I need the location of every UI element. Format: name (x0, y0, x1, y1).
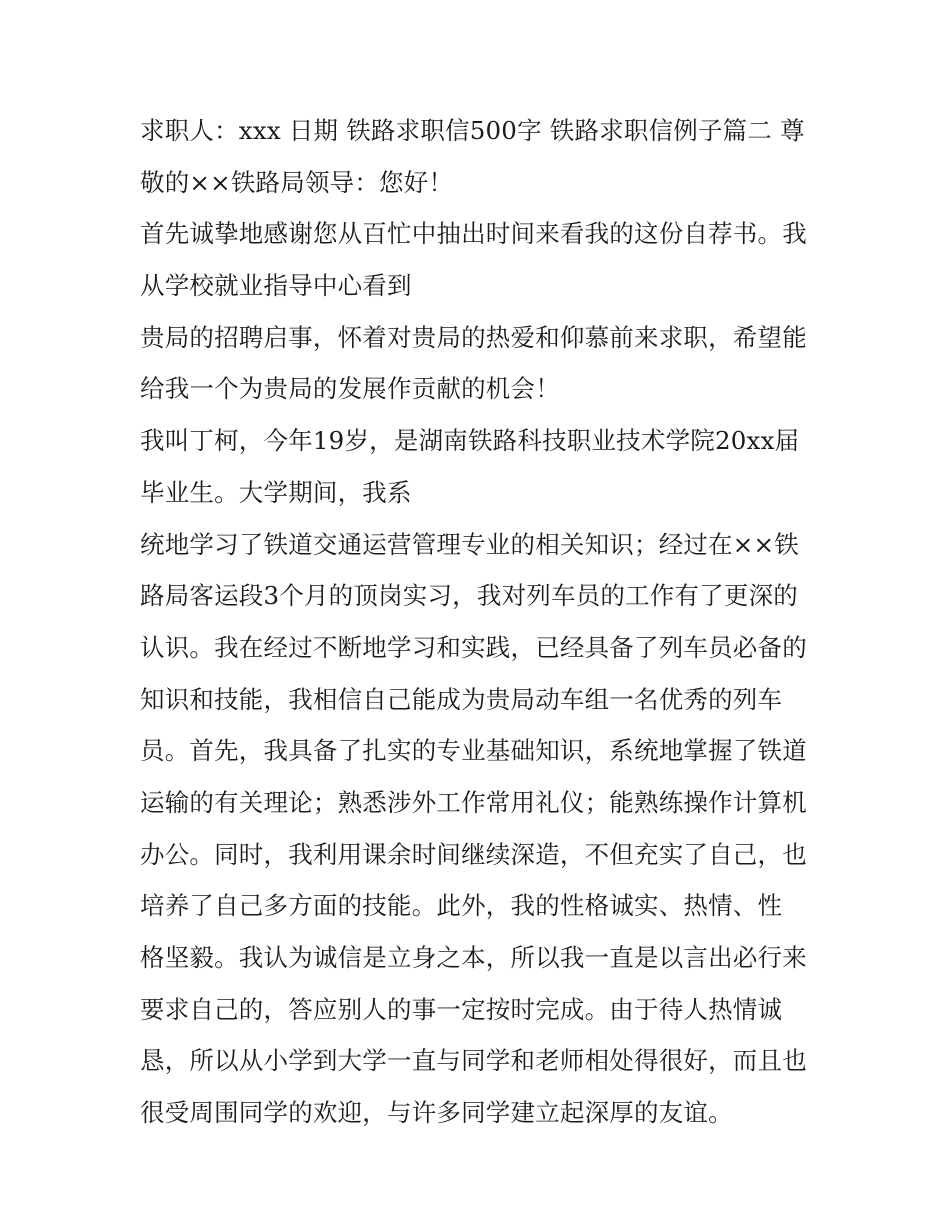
text-line: 首先诚挚地感谢您从百忙中抽出时间来看我的这份自荐书。我 (140, 219, 807, 249)
text-line: 路局客运段3个月的顶岗实习，我对列车员的工作有了更深的 (140, 581, 798, 611)
text-line: 从学校就业指导中心看到 (140, 271, 412, 301)
text-line: 格坚毅。我认为诚信是立身之本，所以我一直是以言出必行来 (140, 943, 807, 972)
text-line: 敬的××铁路局领导：您好！ (140, 167, 454, 197)
text-line: 办公。同时，我利用课余时间继续深造，不但充实了自己，也 (140, 839, 807, 869)
text-line: 求职人：xxx 日期 铁路求职信500字 铁路求职信例子篇二 尊 (140, 116, 805, 145)
text-line: 很受周围同学的欢迎，与许多同学建立起深厚的友谊。 (140, 1098, 733, 1128)
text-line: 贵局的招聘启事，怀着对贵局的热爱和仰慕前来求职，希望能 (140, 322, 807, 352)
text-line: 统地学习了铁道交通运营管理专业的相关知识；经过在××铁 (140, 529, 799, 559)
text-line: 给我一个为贵局的发展作贡献的机会！ (140, 374, 560, 404)
text-line: 培养了自己多方面的技能。此外，我的性格诚实、热情、性 (140, 891, 783, 921)
text-line: 认识。我在经过不断地学习和实践，已经具备了列车员必备的 (140, 632, 807, 662)
text-line: 我叫丁柯，今年19岁，是湖南铁路科技职业技术学院20xx届 (140, 426, 800, 456)
text-line: 运输的有关理论；熟悉涉外工作常用礼仪；能熟练操作计算机 (140, 787, 807, 817)
text-line: 员。首先，我具备了扎实的专业基础知识，系统地掌握了铁道 (140, 736, 807, 766)
document-body (140, 105, 830, 1139)
text-line: 知识和技能，我相信自己能成为贵局动车组一名优秀的列车 (140, 684, 783, 714)
text-line: 要求自己的，答应别人的事一定按时完成。由于待人热情诚 (140, 994, 783, 1024)
text-line: 恳，所以从小学到大学一直与同学和老师相处得很好，而且也 (140, 1046, 807, 1076)
text-line: 毕业生。大学期间，我系 (140, 477, 412, 507)
